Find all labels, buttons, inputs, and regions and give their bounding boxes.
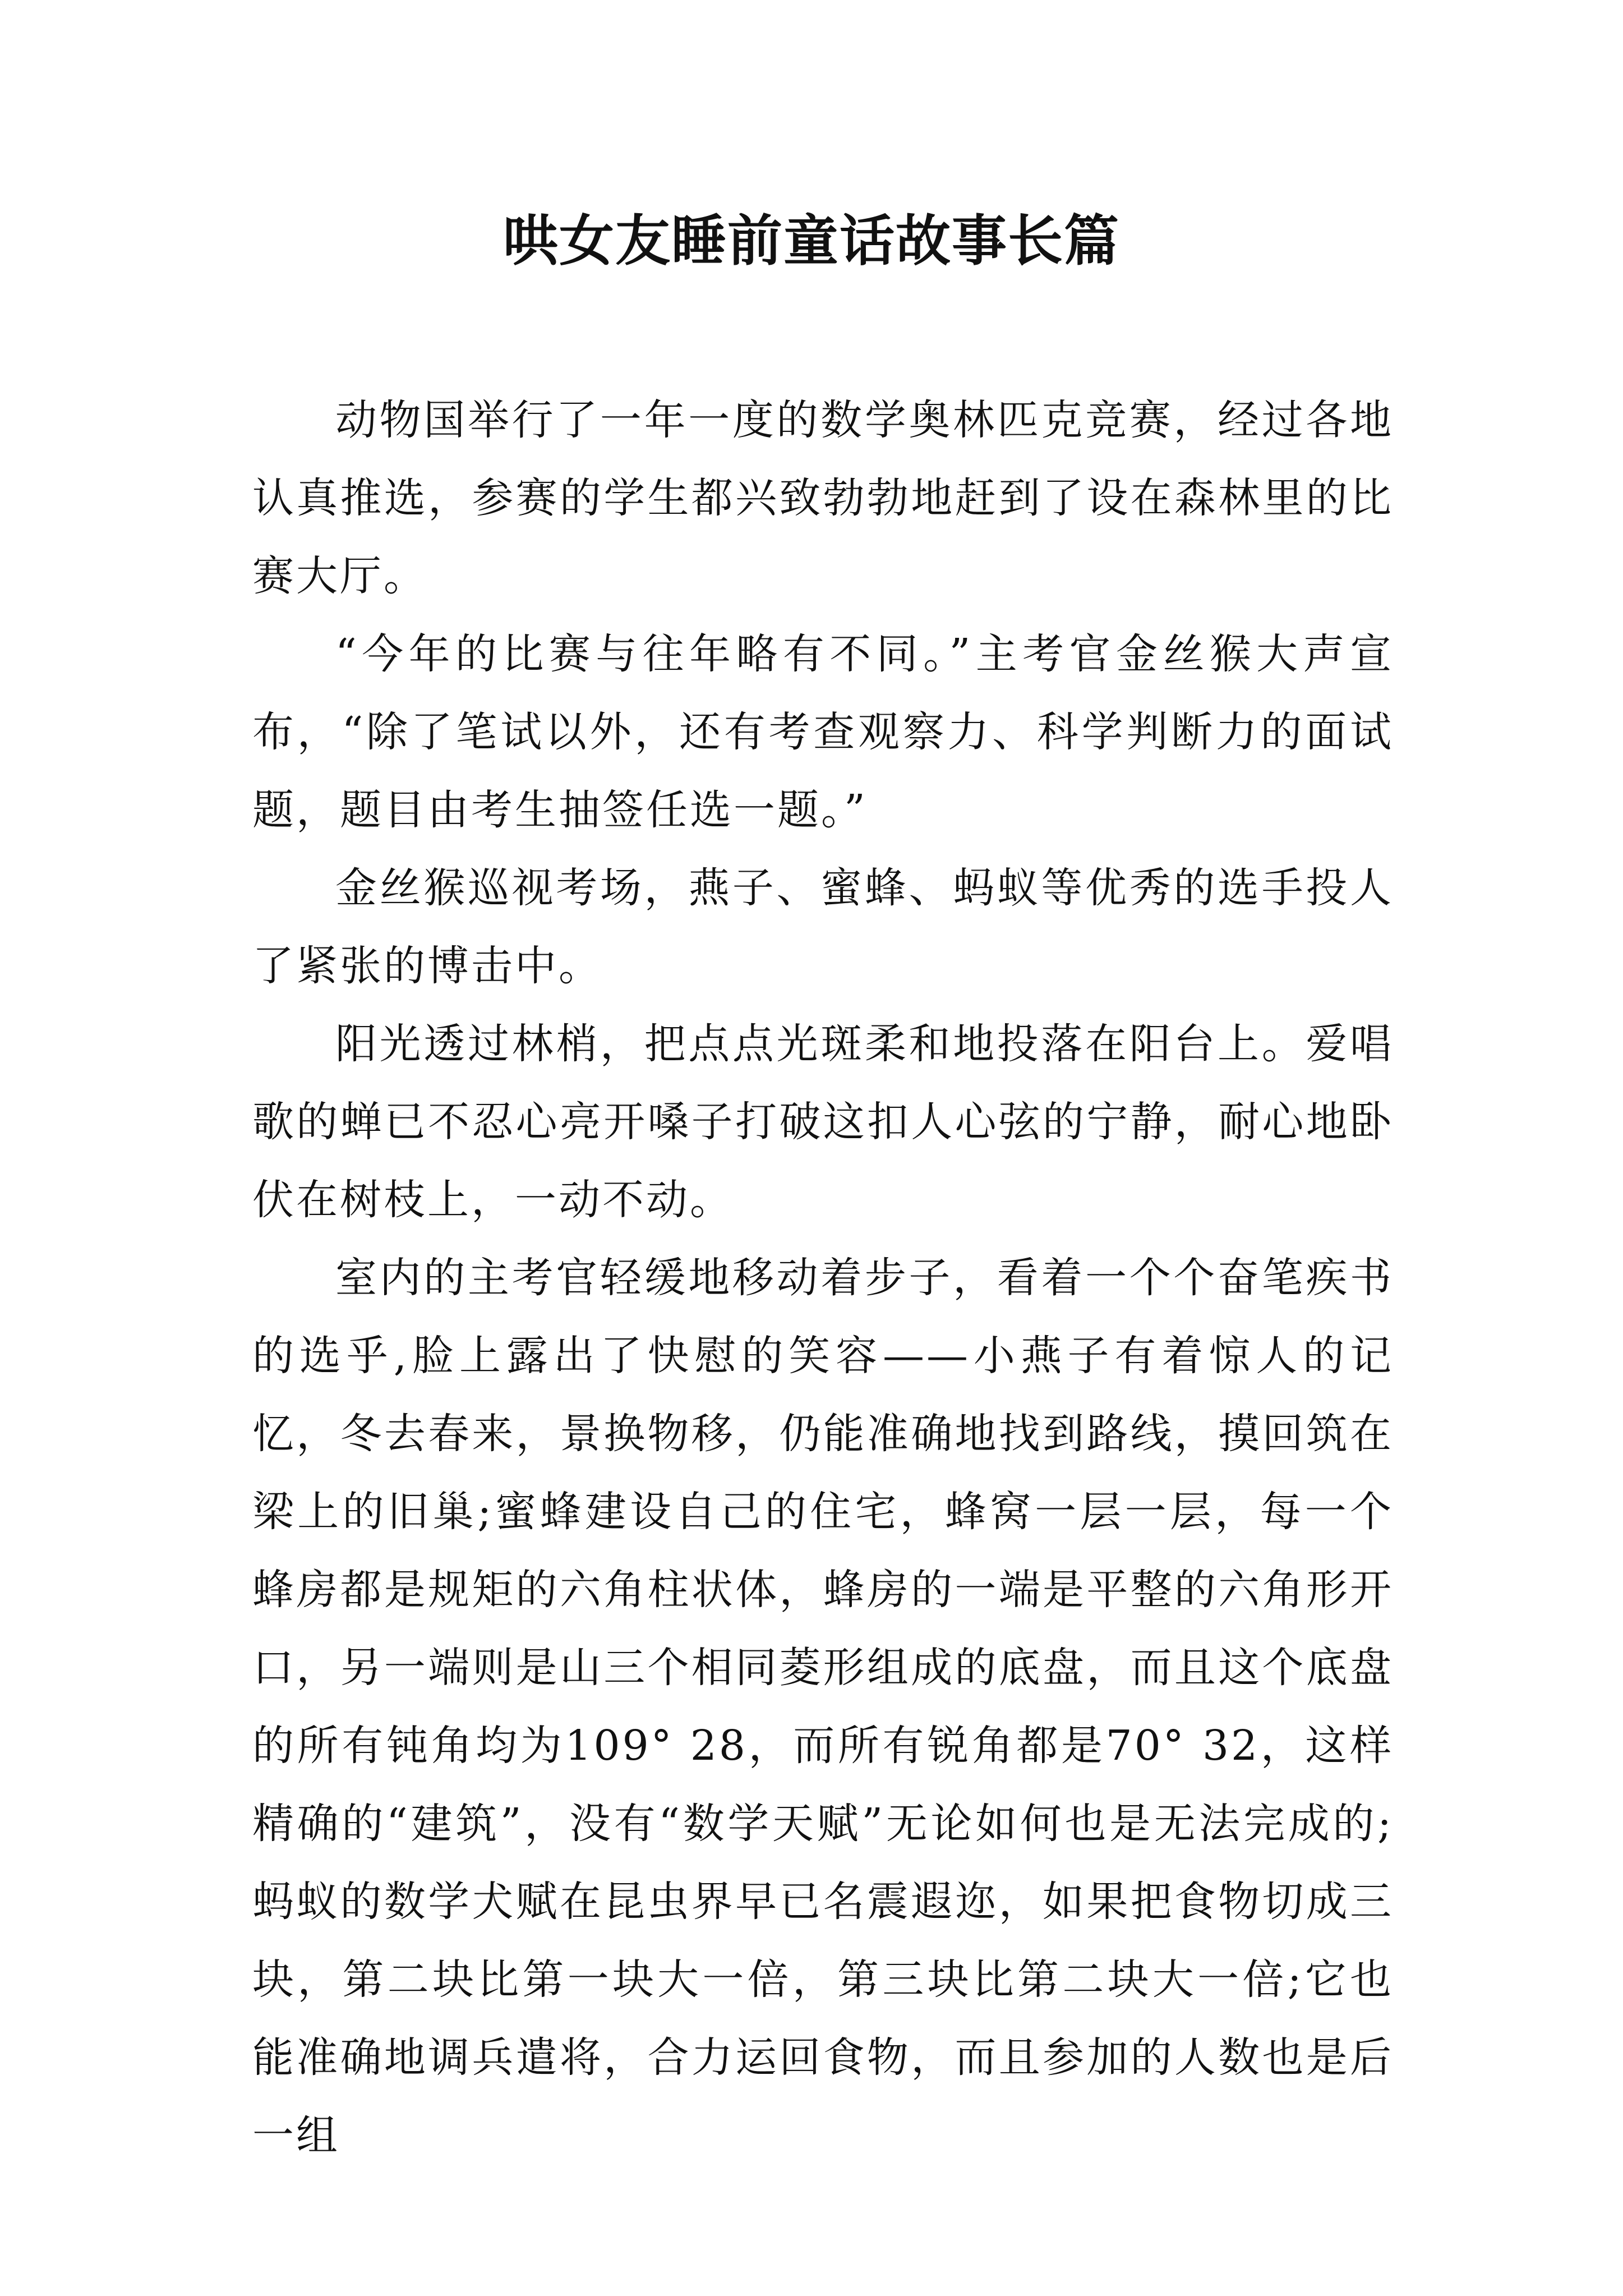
paragraph-2: “今年的比赛与往年略有不同。”主考官金丝猴大声宣布，“除了笔试以外，还有考查观察力、科学判断力的面试题，题目由考生抽签任选一题。” — [252, 630, 1394, 834]
paragraph-5: 室内的主考官轻缓地移动着步子，看着一个个奋笔疾书的选乎,脸上露出了快慰的笑容——小燕子有着惊人的记忆，冬去春来，景换物移，仍能准确地找到路线，摸回筑在梁上的旧巢;蜜蜂建设自己的住宅，蜂窝一层一层，每一个蜂房都是规矩的六角柱状体，蜂房的一端是平整的六角形开口，另一端则是山三个相同菱形组成的底盘，而且这个底盘的所有钝角均为109° 28，而所有锐角都是70° 32，这样精确的“建筑”，没有“数学天赋”无论如何也是无法完成的;蚂蚁的数学犬赋在昆虫界早已名震遐迩，如果把食物切成三块，第二块比第一块大一倍，第三块比第二块大一倍;它也能准确地调兵遣将，合力运回食物，而且参加的人数也是后一组 — [252, 1254, 1394, 2160]
paragraph-4: 阳光透过林梢，把点点光斑柔和地投落在阳台上。爱唱歌的蝉已不忍心亮开嗓子打破这扣人心弦的宁静，耐心地卧伏在树枝上，一动不动。 — [252, 1020, 1394, 1224]
paragraph-1: 动物国举行了一年一度的数学奥林匹克竞赛，经过各地认真推选，参赛的学生都兴致勃勃地赶到了设在森林里的比赛大厅。 — [252, 396, 1394, 600]
document-body — [252, 381, 1394, 2175]
paragraph-3: 金丝猴巡视考场，燕子、蜜蜂、蚂蚁等优秀的选手投人了紧张的博击中。 — [252, 864, 1394, 990]
document-title: 哄女友睡前童话故事长篇 — [502, 209, 1120, 273]
